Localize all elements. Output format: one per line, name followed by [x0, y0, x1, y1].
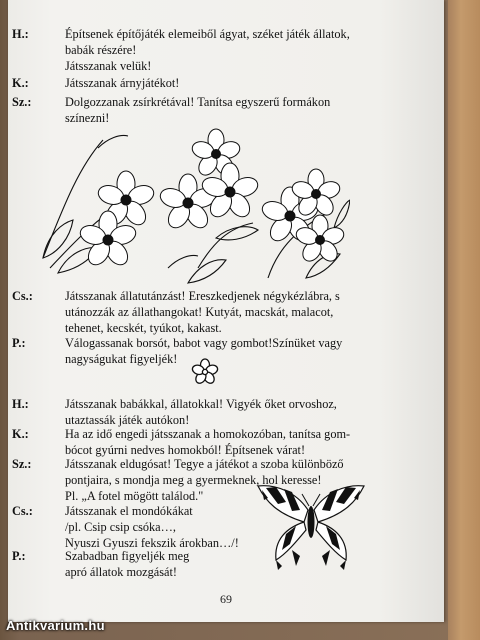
page-number: 69	[220, 592, 232, 606]
text-line: Ha az idő engedi játsszanak a homokozóban, tanítsa gom-	[65, 427, 351, 441]
text-line: utánozzák az állathangokat! Kutyát, macskát, malacot,	[65, 305, 334, 319]
text-line: Játsszanak állatutánzást! Ereszkedjenek négykézlábra, s	[65, 289, 340, 303]
text-line: Válogassanak borsót, babot vagy gombot!Színüket vagy	[65, 336, 343, 350]
block-text	[65, 335, 405, 367]
flower-icon	[190, 357, 220, 387]
speaker-label: Cs.:	[12, 504, 33, 518]
text-line: Játsszanak eldugósat! Tegye a játékot a szoba különböző	[65, 457, 344, 471]
watermark: Antikvarium.hu	[6, 618, 105, 633]
text-line: Szabadban figyeljék meg	[65, 549, 190, 563]
text-line: apró állatok mozgását!	[65, 565, 177, 579]
block-text	[65, 26, 405, 74]
flower-garland	[38, 118, 350, 290]
text-line: tehenet, kecskét, tyúkot, kakast.	[65, 321, 222, 335]
text-line: bócot gyúrni nedves homokból! Építsenek várat!	[65, 443, 306, 457]
text-line: Játsszanak babákkal, állatokkal! Vigyék őket orvoshoz,	[65, 397, 337, 411]
text-line: nagyságukat figyeljék!	[65, 352, 178, 366]
block-text	[65, 288, 405, 336]
text-line: Építsenek építőjáték elemeiből ágyat, széket játék állatok,	[65, 27, 350, 41]
text-line: színezni!	[65, 111, 110, 125]
text-line: pontjaira, s mondja meg a gyermeknek, hol keresse!	[65, 473, 322, 487]
block-text	[65, 426, 405, 458]
text-line: Pl. „A fotel mögött találod."	[65, 489, 204, 503]
speaker-label: P.:	[12, 549, 26, 563]
text-line: Nyuszi Gyuszi fekszik árokban…/!	[65, 536, 239, 550]
book-spine	[448, 0, 480, 640]
block-text	[65, 396, 405, 428]
speaker-label: H.:	[12, 27, 29, 41]
speaker-label: Cs.:	[12, 289, 33, 303]
text-line: babák részére!	[65, 43, 137, 57]
text-line: Játsszanak árnyjátékot!	[65, 76, 180, 90]
text-line: Játsszanak el mondókákat	[65, 504, 193, 518]
speaker-label: Sz.:	[12, 457, 32, 471]
text-line: Dolgozzanak zsírkrétával! Tanítsa egyszerű formákon	[65, 95, 331, 109]
speaker-label: P.:	[12, 336, 26, 350]
text-line: utaztassák játék autókon!	[65, 413, 190, 427]
speaker-label: K.:	[12, 76, 29, 90]
speaker-label: H.:	[12, 397, 29, 411]
text-line: Játsszanak velük!	[65, 59, 152, 73]
block-text	[65, 75, 405, 91]
text-line: /pl. Csip csip csóka…,	[65, 520, 177, 534]
speaker-label: K.:	[12, 427, 29, 441]
butterfly-icon	[256, 480, 366, 572]
book-page	[8, 0, 444, 622]
speaker-label: Sz.:	[12, 95, 32, 109]
